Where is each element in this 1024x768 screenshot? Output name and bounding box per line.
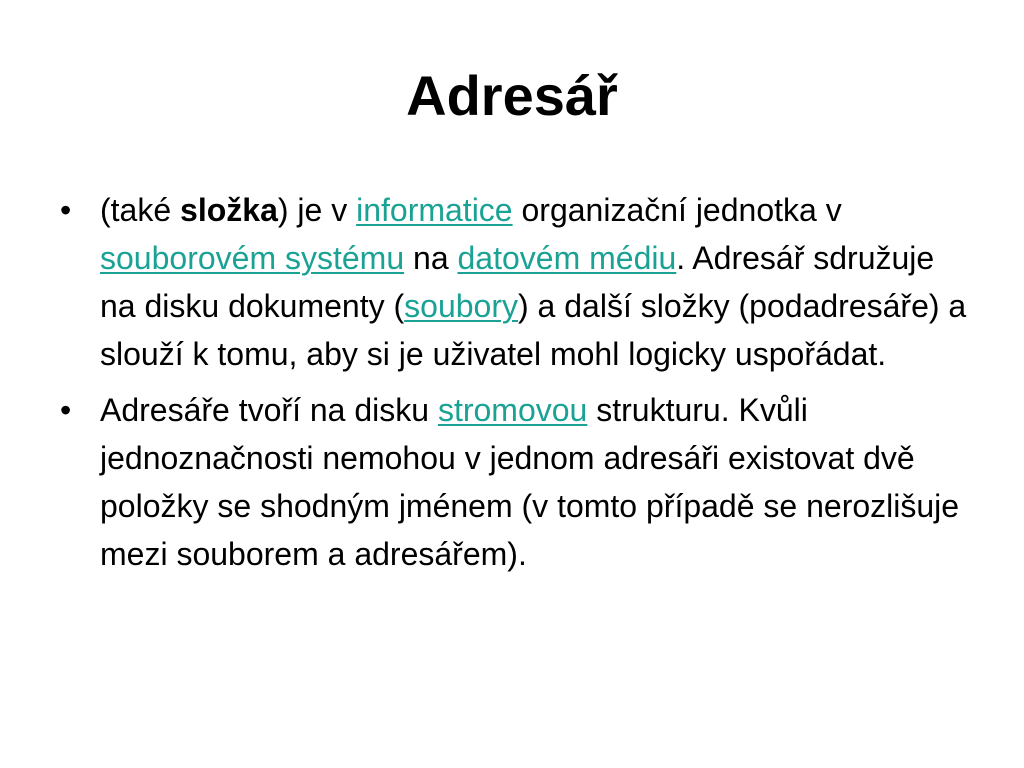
link-souborovem-systemu[interactable]: souborovém systému: [100, 240, 405, 276]
bullet-item-directory-definition: [56, 186, 976, 378]
bullet-item-tree-structure: [56, 386, 976, 578]
slide-title: Adresář: [406, 64, 618, 127]
link-datovem-mediu[interactable]: datovém médiu: [457, 240, 677, 276]
bullet-icon: •: [60, 192, 72, 228]
link-soubory[interactable]: soubory: [404, 288, 518, 324]
text-run: Adresáře tvoří na disku: [100, 392, 438, 428]
bullet-icon: •: [60, 392, 72, 428]
text-run: strukturu. Kvůli jednoznačnosti nemohou v jednom adresáři existovat dvě položky se shodným jménem (v tomto případě se nerozlišuje mezi souborem a adresářem).: [100, 392, 960, 572]
link-stromovou[interactable]: stromovou: [437, 392, 588, 428]
bullet-text: [100, 392, 959, 572]
bullet-text: [100, 192, 966, 372]
text-run: organizační jednotka v: [512, 192, 842, 228]
bold-term-slozka: složka: [180, 192, 278, 228]
text-run: na: [404, 240, 458, 276]
link-informatice[interactable]: informatice: [356, 192, 513, 228]
text-run: . Adresář sdružuje na disku dokumenty (: [100, 240, 935, 324]
bullet-list: [56, 186, 976, 586]
text-run: (také: [100, 192, 181, 228]
text-run: ) je v: [277, 192, 357, 228]
text-run: ) a další složky (podadresáře) a slouží k tomu, aby si je uživatel mohl logicky uspořádat.: [100, 288, 967, 372]
